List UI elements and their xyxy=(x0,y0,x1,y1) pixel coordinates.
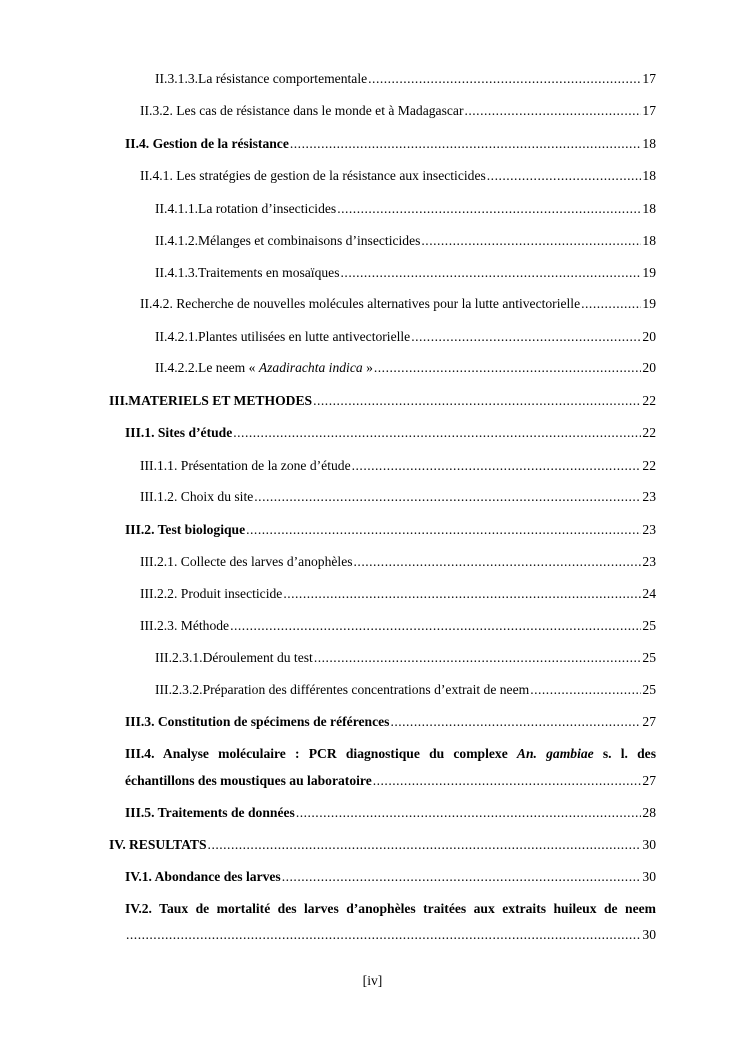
toc-page-number: 20 xyxy=(642,329,656,344)
toc-entry-number: II.4.2.1. xyxy=(155,329,199,344)
toc-entry[interactable] xyxy=(140,584,656,604)
toc-entry-title: La résistance comportementale xyxy=(198,71,368,86)
toc-page-number: 17 xyxy=(642,103,656,118)
toc-page-number: 25 xyxy=(642,682,656,697)
toc-entry[interactable] xyxy=(155,327,656,347)
toc-page-number: 30 xyxy=(642,869,656,884)
toc-entry[interactable] xyxy=(109,391,656,411)
toc-entry-number: II.3.1.3. xyxy=(155,71,199,86)
toc-page-number: 23 xyxy=(642,489,656,504)
leader-dots xyxy=(290,134,642,154)
leader-dots xyxy=(233,423,641,443)
leader-dots xyxy=(421,231,641,251)
toc-entry-number: II.4.1.1. xyxy=(155,201,199,216)
toc-entry[interactable] xyxy=(155,648,656,668)
toc-page-number: 22 xyxy=(642,393,656,408)
leader-dots xyxy=(337,199,641,219)
toc-entry[interactable] xyxy=(140,166,656,186)
toc-entry-title: II.4. Gestion de la résistance xyxy=(125,136,289,151)
toc-page-number: 18 xyxy=(642,168,656,183)
toc-entry-title: La rotation d’insecticides xyxy=(198,201,337,216)
leader-dots xyxy=(464,101,641,121)
leader-dots xyxy=(581,294,641,314)
toc-entry[interactable] xyxy=(125,712,656,732)
toc-entry[interactable] xyxy=(109,835,656,855)
leader-dots xyxy=(254,487,641,507)
toc-entry[interactable] xyxy=(125,771,656,791)
leader-dots xyxy=(530,680,641,700)
toc-entry-title: Traitements en mosaïques xyxy=(198,265,340,280)
toc-page-number: 18 xyxy=(642,233,656,248)
toc-entry[interactable] xyxy=(125,423,656,443)
toc-entry-title: III.1. Sites d’étude xyxy=(125,425,233,440)
toc-page-number: 17 xyxy=(642,71,656,86)
toc-page-number: 19 xyxy=(642,265,656,280)
toc-entry-title: Le neem « Azadirachta indica » xyxy=(198,360,373,375)
toc-entry[interactable] xyxy=(140,294,656,314)
toc-entry-title: échantillons des moustiques au laboratoire xyxy=(125,773,372,788)
toc-entry-title: III.5. Traitements de données xyxy=(125,805,295,820)
leader-dots xyxy=(126,925,641,945)
toc-entry-line-1[interactable]: III.4. Analyse moléculaire : PCR diagnostique du complexe An. gambiae s. l. des xyxy=(125,746,656,761)
toc-entry[interactable] xyxy=(140,616,656,636)
toc-page-number: 25 xyxy=(642,618,656,633)
toc-entry-number: II.4.1.2. xyxy=(155,233,199,248)
leader-dots xyxy=(374,358,642,378)
toc-entry[interactable] xyxy=(140,552,656,572)
toc-page-number: 23 xyxy=(642,554,656,569)
page-footer-number: [iv] xyxy=(362,973,383,988)
toc-entry[interactable] xyxy=(140,101,656,121)
toc-entry-title: III.3. Constitution de spécimens de références xyxy=(125,714,390,729)
toc-page-number: 19 xyxy=(642,296,656,311)
toc-entry-title: III.2.1. Collecte des larves d’anophèles xyxy=(140,554,353,569)
toc-entry[interactable] xyxy=(125,867,656,887)
toc-page-number: 30 xyxy=(642,837,656,852)
leader-dots xyxy=(282,867,642,887)
toc-entry-line-1[interactable]: IV.2. Taux de mortalité des larves d’anophèles traitées aux extraits huileux de neem xyxy=(125,901,656,916)
toc-entry-title: RESULTATS xyxy=(128,837,207,852)
toc-entry-title: III.2.3. Méthode xyxy=(140,618,230,633)
toc-page-number: 22 xyxy=(642,458,656,473)
toc-entry-title: IV.1. Abondance des larves xyxy=(125,869,281,884)
toc-entry[interactable] xyxy=(125,803,656,823)
leader-dots xyxy=(230,616,641,636)
leader-dots xyxy=(354,552,642,572)
toc-page-number: 30 xyxy=(642,927,656,942)
leader-dots xyxy=(341,263,642,283)
toc-entry[interactable] xyxy=(140,487,656,507)
toc-page-number: 27 xyxy=(642,773,656,788)
toc-entry-title: II.4.1. Les stratégies de gestion de la résistance aux insecticides xyxy=(140,168,486,183)
leader-dots xyxy=(411,327,641,347)
toc-entry[interactable] xyxy=(155,680,656,700)
toc-page-number: 27 xyxy=(642,714,656,729)
leader-dots xyxy=(208,835,642,855)
toc-entry-number: II.4.1.3. xyxy=(155,265,199,280)
toc-entry-title: MATERIELS ET METHODES xyxy=(128,393,313,408)
leader-dots xyxy=(296,803,642,823)
leader-dots xyxy=(390,712,641,732)
toc-entry-number: II.4.2.2. xyxy=(155,360,199,375)
leader-dots xyxy=(283,584,641,604)
toc-page-number: 24 xyxy=(642,586,656,601)
leader-dots xyxy=(487,166,642,186)
toc-entry-number: III.2.3.2. xyxy=(155,682,203,697)
toc-entry-title: II.3.2. Les cas de résistance dans le monde et à Madagascar xyxy=(140,103,464,118)
toc-page-number: 23 xyxy=(642,522,656,537)
leader-dots xyxy=(368,69,641,89)
toc-entry-title: Préparation des différentes concentrations d’extrait de neem xyxy=(202,682,530,697)
toc-entry[interactable] xyxy=(155,69,656,89)
toc-entry-title: III.1.2. Choix du site xyxy=(140,489,254,504)
toc-entry-number: III.2.3.1. xyxy=(155,650,203,665)
toc-entry[interactable] xyxy=(140,456,656,476)
toc-entry[interactable] xyxy=(125,134,656,154)
toc-page-number: 18 xyxy=(642,136,656,151)
toc-entry-title: III.1.1. Présentation de la zone d’étude xyxy=(140,458,351,473)
toc-page-number: 22 xyxy=(642,425,656,440)
toc-page-number: 28 xyxy=(642,805,656,820)
toc-entry[interactable] xyxy=(155,358,656,378)
leader-dots xyxy=(314,648,642,668)
toc-page-number: 18 xyxy=(642,201,656,216)
toc-page-number: 25 xyxy=(642,650,656,665)
toc-entry-title: III.2.2. Produit insecticide xyxy=(140,586,283,601)
toc-entry-number: III. xyxy=(109,393,129,408)
toc-entry[interactable] xyxy=(155,263,656,283)
toc-entry-title: III.2. Test biologique xyxy=(125,522,246,537)
leader-dots xyxy=(373,771,642,791)
leader-dots xyxy=(313,391,641,411)
toc-entry-number: IV. xyxy=(109,837,126,852)
toc-entry-title: Déroulement du test xyxy=(202,650,313,665)
toc-entry-title: Mélanges et combinaisons d’insecticides xyxy=(198,233,421,248)
toc-entry[interactable] xyxy=(155,231,656,251)
toc-entry[interactable] xyxy=(155,199,656,219)
toc-entry[interactable] xyxy=(125,925,656,945)
leader-dots xyxy=(352,456,642,476)
leader-dots xyxy=(246,520,641,540)
toc-entry[interactable] xyxy=(125,520,656,540)
toc-entry-title: Plantes utilisées en lutte antivectorielle xyxy=(198,329,411,344)
toc-page-number: 20 xyxy=(642,360,656,375)
toc-entry-title: II.4.2. Recherche de nouvelles molécules alternatives pour la lutte antivectorielle xyxy=(140,296,581,311)
